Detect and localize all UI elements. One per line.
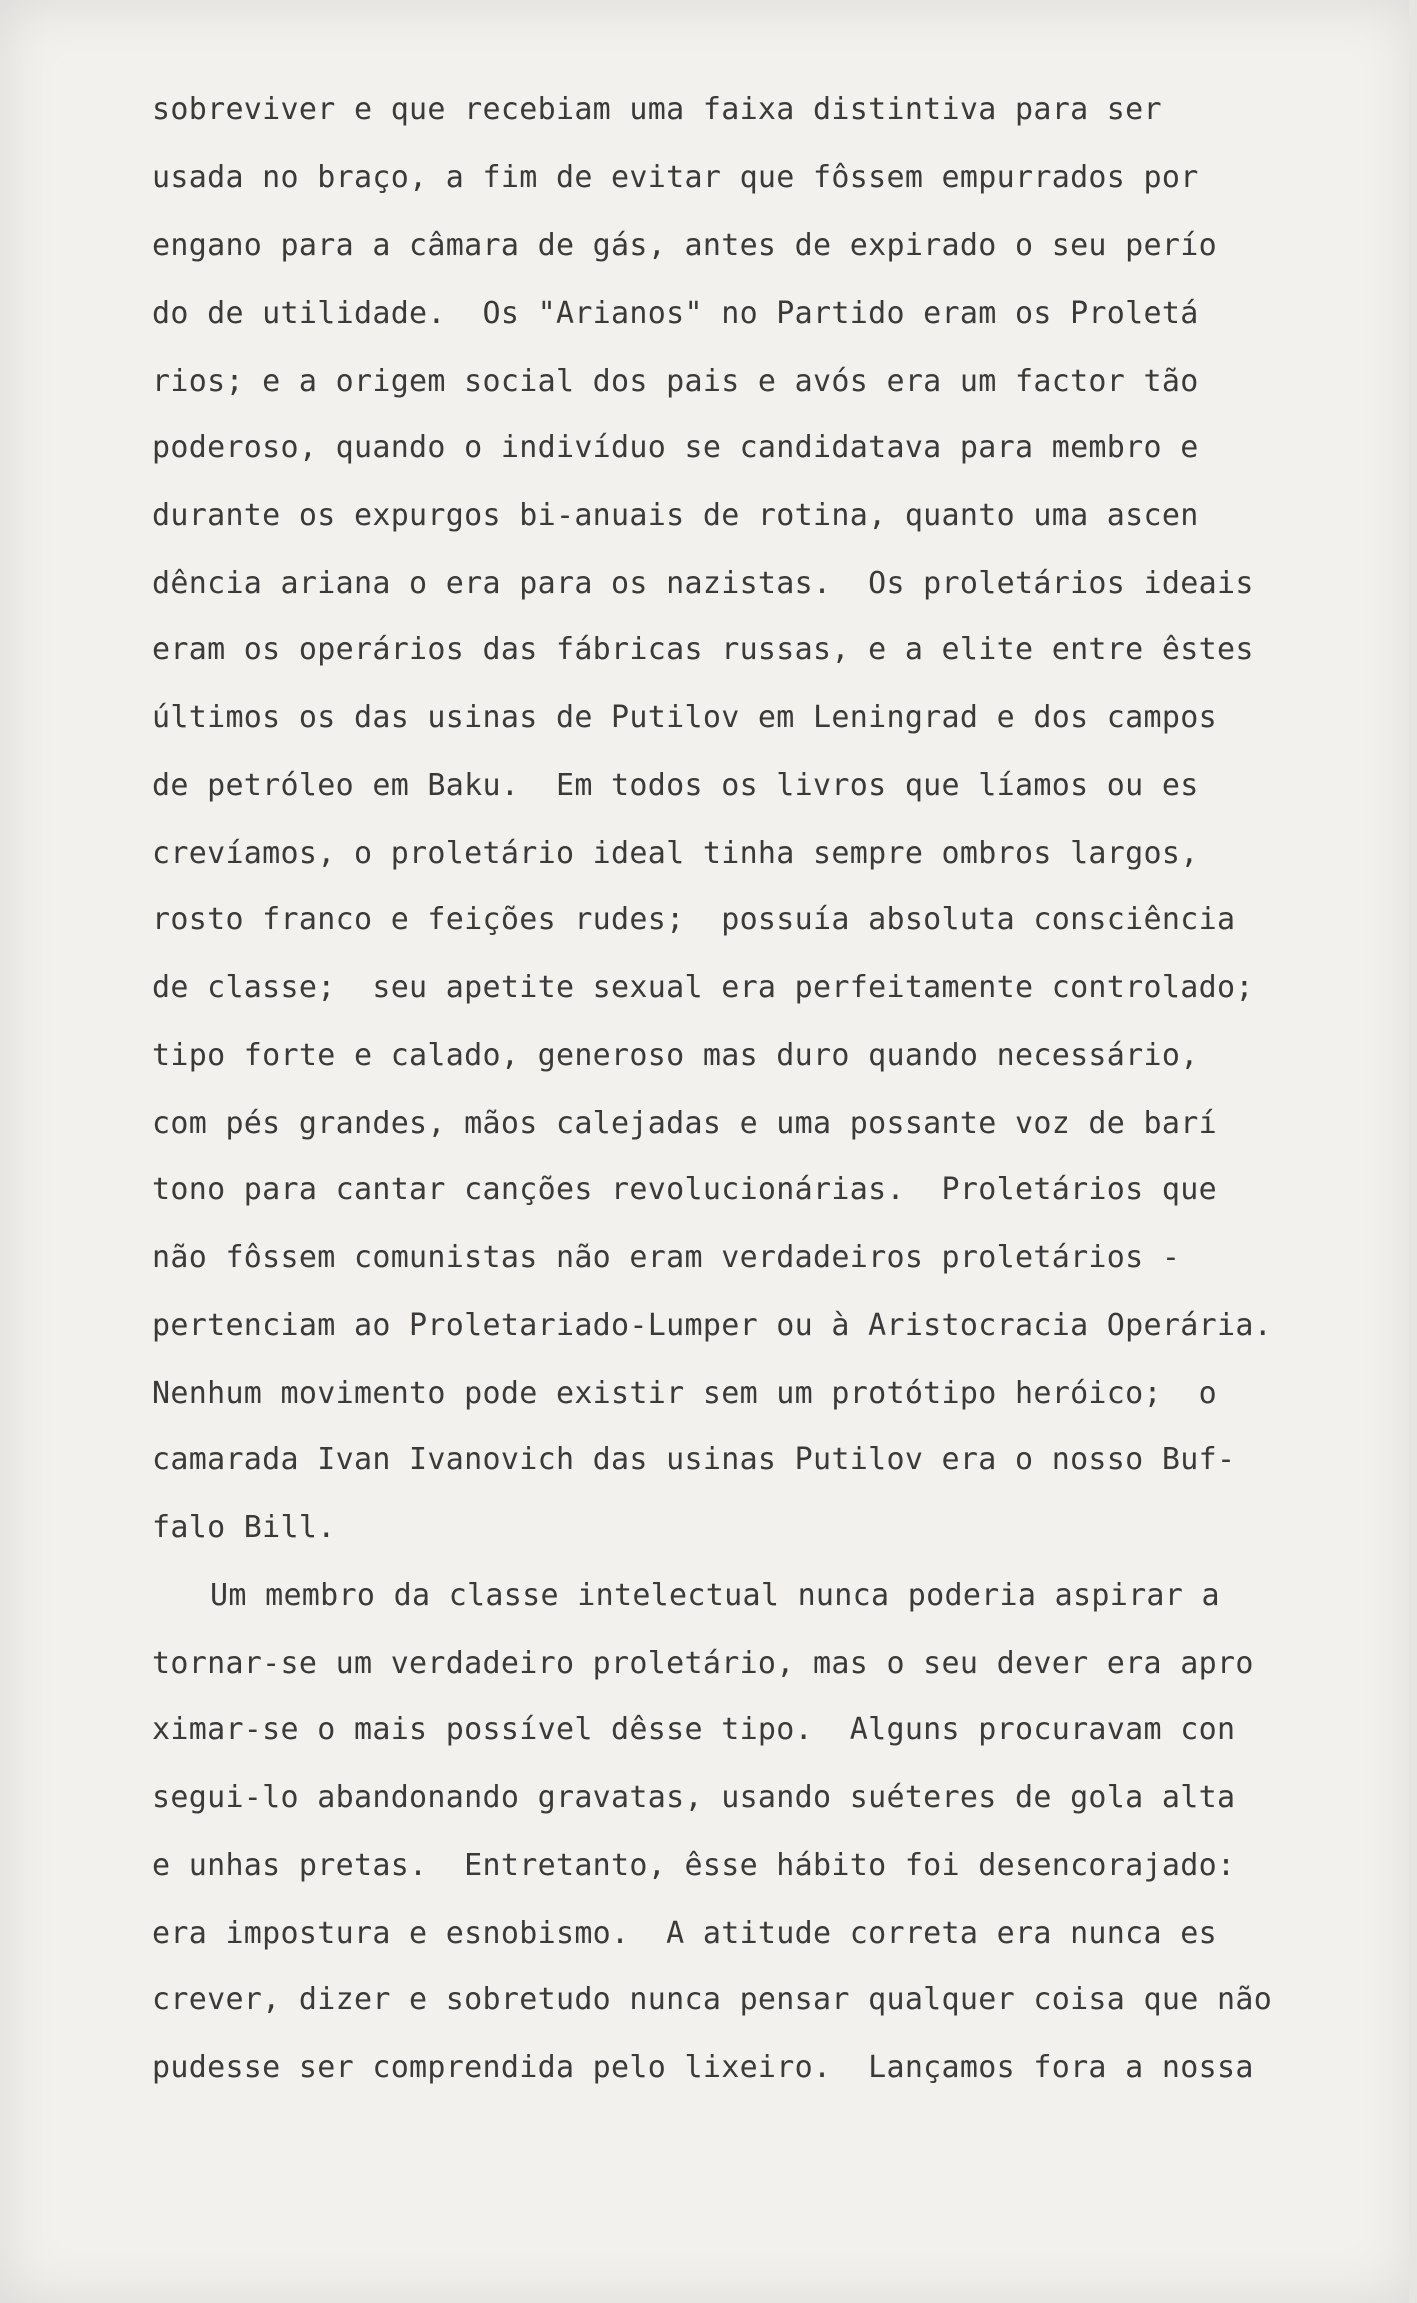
text-line: rios; e a origem social dos pais e avós era um factor tão — [152, 364, 1199, 399]
text-line: últimos os das usinas de Putilov em Leningrad e dos campos — [152, 700, 1217, 735]
text-line: pertenciam ao Proletariado-Lumper ou à Aristocracia Operária. — [152, 1308, 1273, 1343]
text-line: segui-lo abandonando gravatas, usando suéteres de gola alta — [152, 1780, 1236, 1815]
text-line: ximar-se o mais possível dêsse tipo. Alguns procuravam con — [152, 1712, 1236, 1747]
text-line: Nenhum movimento pode existir sem um protótipo heróico; o — [152, 1376, 1217, 1411]
text-line: poderoso, quando o indivíduo se candidatava para membro e — [152, 430, 1199, 465]
text-line: do de utilidade. Os "Arianos" no Partido eram os Proletá — [152, 296, 1199, 331]
text-line: pudesse ser comprendida pelo lixeiro. Lançamos fora a nossa — [152, 2050, 1254, 2085]
text-line: tono para cantar canções revolucionárias. Proletários que — [152, 1172, 1217, 1207]
text-line: tornar-se um verdadeiro proletário, mas o seu dever era apro — [152, 1646, 1254, 1681]
text-line: crevíamos, o proletário ideal tinha sempre ombros largos, — [152, 836, 1199, 871]
text-line: e unhas pretas. Entretanto, êsse hábito foi desencorajado: — [152, 1848, 1236, 1883]
text-line: sobreviver e que recebiam uma faixa distintiva para ser — [152, 92, 1162, 127]
text-line: camarada Ivan Ivanovich das usinas Putilov era o nosso Buf- — [152, 1442, 1236, 1477]
text-line: falo Bill. — [152, 1510, 336, 1545]
text-line: dência ariana o era para os nazistas. Os proletários ideais — [152, 566, 1254, 601]
text-line: de classe; seu apetite sexual era perfeitamente controlado; — [152, 970, 1254, 1005]
text-line: tipo forte e calado, generoso mas duro quando necessário, — [152, 1038, 1199, 1073]
text-line: de petróleo em Baku. Em todos os livros que líamos ou es — [152, 768, 1199, 803]
text-line: era impostura e esnobismo. A atitude correta era nunca es — [152, 1916, 1217, 1951]
text-line: com pés grandes, mãos calejadas e uma possante voz de barí — [152, 1106, 1217, 1141]
text-line: usada no braço, a fim de evitar que fôssem empurrados por — [152, 160, 1199, 195]
text-line: engano para a câmara de gás, antes de expirado o seu perío — [152, 228, 1217, 263]
text-line: durante os expurgos bi-anuais de rotina, quanto uma ascen — [152, 498, 1199, 533]
text-line: eram os operários das fábricas russas, e a elite entre êstes — [152, 632, 1254, 667]
text-line: crever, dizer e sobretudo nunca pensar qualquer coisa que não — [152, 1982, 1273, 2017]
text-line: Um membro da classe intelectual nunca poderia aspirar a — [210, 1578, 1220, 1613]
text-line: não fôssem comunistas não eram verdadeiros proletários - — [152, 1240, 1181, 1275]
text-line: rosto franco e feições rudes; possuía absoluta consciência — [152, 902, 1236, 937]
